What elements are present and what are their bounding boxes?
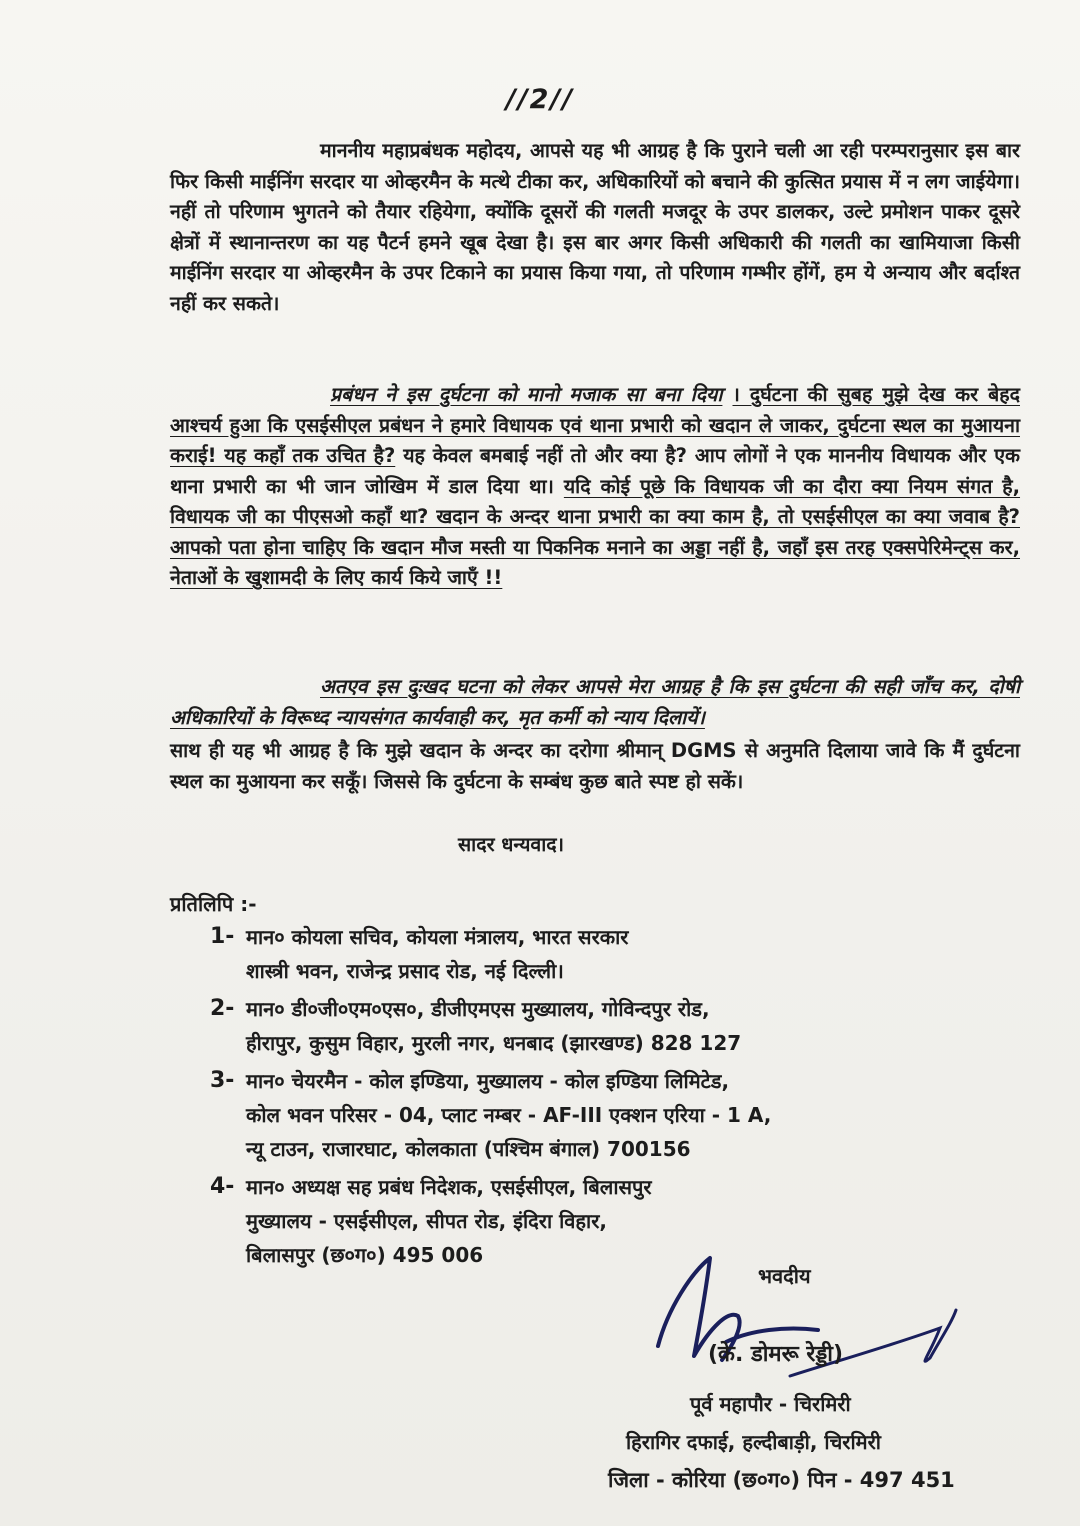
- p2-part-b: । दुर्घटना की सुबह मुझे देख कर बेहद आश्चर्य हुआ कि एसईसीएल प्रबंधन ने हमारे विधायक एवं थाना प्रभारी को खदान ले जाकर, दुर्घटना स्थल का मुआयना कराई! यह कहाँ तक उचित है?: [170, 383, 1020, 467]
- cc-item-2: [210, 992, 890, 1060]
- salutation: भवदीय: [758, 1264, 811, 1288]
- signatory-title: पूर्व महापौर - चिरमिरी: [690, 1392, 851, 1416]
- cc-line: मान० चेयरमैन - कोल इण्डिया, मुख्यालय - कोल इण्डिया लिमिटेड,: [246, 1069, 730, 1093]
- cc-line: शास्त्री भवन, राजेन्द्र प्रसाद रोड, नई दिल्ली।: [246, 959, 564, 983]
- cc-line: हीरापुर, कुसुम विहार, मुरली नगर, धनबाद (झारखण्ड) 828 127: [246, 1031, 742, 1055]
- paragraph-dgms-request: साथ ही यह भी आग्रह है कि मुझे खदान के अन्दर का दरोगा श्रीमान् DGMS से अनुमति दिलाया जावे कि मैं दुर्घटना स्थल का मुआयना कर सकूँ। जिससे कि दुर्घटना के सम्बंध कुछ बाते स्पष्ट हो सकें।: [170, 739, 1020, 793]
- cc-line: बिलासपुर (छ०ग०) 495 006: [246, 1243, 484, 1267]
- p2-part-c: यह केवल बमबाई नहीं तो और क्या है? आप लोगों ने एक माननीय विधायक और एक थाना प्रभारी का भी जान जोखिम में डाल दिया था।: [170, 444, 1020, 498]
- p2-part-d: यदि कोई पूछे कि विधायक जी का दौरा क्या नियम संगत है, विधायक जी का पीएसओ कहाँ था? खदान के अन्दर थाना प्रभारी का क्या काम है, तो एसईसीएल का क्या जवाब है? आपको पता होना चाहिए कि खदान मौज मस्ती या पिकनिक मनाने का अड्डा नहीं है, जहाँ इस तरह एक्सपेरिमेन्ट्स कर, नेताओं के खुशामदी के लिए कार्य किये जाएँ !!: [170, 474, 1021, 589]
- signatory-address: हिरागिर दफाई, हल्दीबाड़ी, चिरमिरी: [626, 1430, 881, 1454]
- cc-item-3: [210, 1064, 890, 1166]
- cc-number: 2-: [210, 996, 235, 1021]
- signature-block: [608, 1250, 1040, 1510]
- cc-label: प्रतिलिपि :-: [170, 892, 257, 916]
- paragraph-request: अतएव इस दुःखद घटना को लेकर आपसे मेरा आग्रह है कि इस दुर्घटना की सही जाँच कर, दोषी अधिकारियों के विरूध्द न्यायसंगत कार्यवाही कर, मृत कर्मी को न्याय दिलायें।: [170, 675, 1020, 729]
- handwritten-signature: [640, 1250, 1040, 1400]
- cc-line: न्यू टाउन, राजारघाट, कोलकाता (पश्चिम बंगाल) 700156: [246, 1137, 691, 1161]
- cc-number: 1-: [210, 924, 235, 949]
- paragraph-management-criticism: [170, 380, 1020, 594]
- cc-line: मान० कोयला सचिव, कोयला मंत्रालय, भारत सरकार: [246, 925, 629, 949]
- cc-line: मान० अध्यक्ष सह प्रबंध निदेशक, एसईसीएल, बिलासपुर: [246, 1175, 652, 1199]
- closing-thanks: सादर धन्यवाद।: [458, 833, 565, 856]
- cc-item-1: [210, 920, 890, 988]
- signatory-name: (के. डोमरू रेड्डी): [708, 1342, 844, 1367]
- p2-lead: प्रबंधन ने इस दुर्घटना को मानो मजाक सा बना दिया: [330, 383, 723, 406]
- paragraph-warning: माननीय महाप्रबंधक महोदय, आपसे यह भी आग्रह है कि पुराने चली आ रही परम्परानुसार इस बार फिर किसी माईनिंग सरदार या ओव्हरमैन के मत्थे टीका कर, अधिकारियों को बचाने की कुत्सित प्रयास में न लग जाईयेगा। नहीं तो परिणाम भुगतने को तैयार रहियेगा, क्योंकि दूसरों की गलती मजदूर के उपर डालकर, उल्टे प्रमोशन पाकर दूसरे क्षेत्रों में स्थानान्तरण का यह पैटर्न हमने खूब देखा है। इस बार अगर किसी अधिकारी की गलती का खामियाजा किसी माईनिंग सरदार या ओव्हरमैन के उपर टिकाने का प्रयास किया गया, तो परिणाम गम्भीर होंगें, हम ये अन्याय और बर्दाश्त नहीं कर सकते।: [170, 139, 1020, 315]
- cc-line: मान० डी०जी०एम०एस०, डीजीएमएस मुख्यालय, गोविन्दपुर रोड,: [246, 997, 710, 1021]
- signatory-district-pin: जिला - कोरिया (छ०ग०) पिन - 497 451: [608, 1468, 955, 1492]
- cc-line: मुख्यालय - एसईसीएल, सीपत रोड, इंदिरा विहार,: [246, 1209, 607, 1233]
- cc-list: [210, 920, 890, 1276]
- cc-number: 4-: [210, 1174, 235, 1199]
- cc-number: 3-: [210, 1068, 235, 1093]
- cc-line: कोल भवन परिसर - 04, प्लाट नम्बर - AF-III एक्शन एरिया - 1 A,: [246, 1103, 772, 1127]
- page-number: //2//: [505, 84, 575, 115]
